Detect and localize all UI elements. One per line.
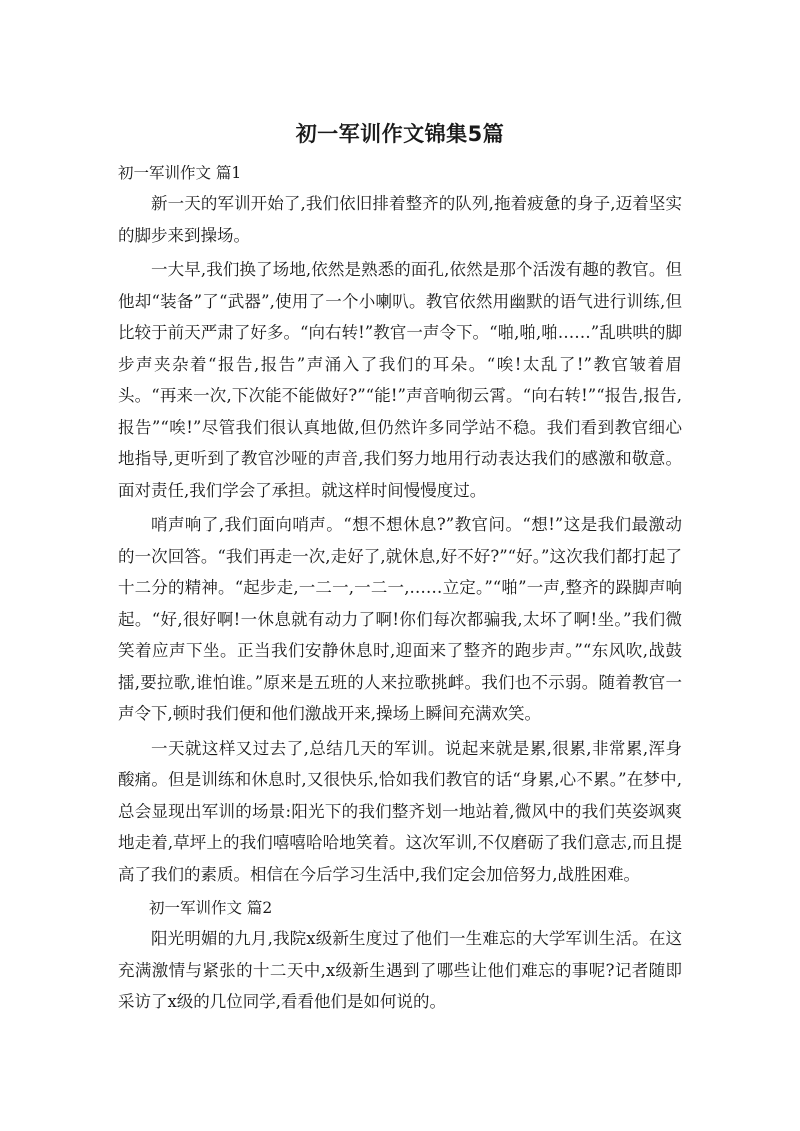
paragraph: 一大早,我们换了场地,依然是熟悉的面孔,依然是那个活泼有趣的教官。但他却“装备”了“武器”,使用了一个小喇叭。教官依然用幽默的语气进行训练,但比较于前天严肃了好多。“向右转!”教官一声令下。“啪,啪,啪……”乱哄哄的脚步声夹杂着“报告,报告”声涌入了我们的耳朵。“唉!太乱了!”教官皱着眉头。“再来一次,下次能不能做好?”“能!”声音响彻云霄。“向右转!”“报告,报告,报告”“唉!”尽管我们很认真地做,但仍然许多同学站不稳。我们看到教官细心地指导,更听到了教官沙哑的声音,我们努力地用行动表达我们的感激和敬意。面对责任,我们学会了承担。就这样时间慢慢度过。 — [118, 260, 682, 500]
section-heading: 初一军训作文 篇2 — [149, 899, 273, 917]
document-title: 初一军训作文锦集5篇 — [295, 122, 505, 146]
paragraph: 新一天的军训开始了,我们依旧排着整齐的队列,拖着疲惫的身子,迈着坚实的脚步来到操场。 — [118, 194, 682, 245]
paragraph: 哨声响了,我们面向哨声。“想不想休息?”教官问。“想!”这是我们最激动的一次回答。“我们再走一次,走好了,就休息,好不好?”“好。”这次我们都打起了十二分的精神。“起步走,一二一,一二一,……立定。”“啪”一声,整齐的跺脚声响起。“好,很好啊!一休息就有动力了啊!你们每次都骗我,太坏了啊!坐。”我们微笑着应声下坐。正当我们安静休息时,迎面来了整齐的跑步声。”“东风吹,战鼓擂,要拉歌,谁怕谁。”原来是五班的人来拉歌挑衅。我们也不示弱。随着教官一声令下,顿时我们便和他们激战开来,操场上瞬间充满欢笑。 — [118, 515, 682, 723]
paragraph: 一天就这样又过去了,总结几天的军训。说起来就是累,很累,非常累,浑身酸痛。但是训练和休息时,又很快乐,恰如我们教官的话“身累,心不累。”在梦中,总会显现出军训的场景:阳光下的我们整齐划一地站着,微风中的我们英姿飒爽地走着,草坪上的我们嘻嘻哈哈地笑着。这次军训,不仅磨砺了我们意志,而且提高了我们的素质。相信在今后学习生活中,我们定会加倍努力,战胜困难。 — [118, 738, 682, 884]
document-page — [118, 118, 682, 1021]
section-heading: 初一军训作文 篇1 — [118, 164, 242, 182]
section-2 — [118, 893, 682, 1018]
section-1 — [118, 158, 682, 890]
paragraph: 阳光明媚的九月,我院x级新生度过了他们一生难忘的大学军训生活。在这充满激情与紧张的十二天中,x级新生遇到了哪些让他们难忘的事呢?记者随即采访了x级的几位同学,看看他们是如何说的。 — [118, 929, 682, 1011]
